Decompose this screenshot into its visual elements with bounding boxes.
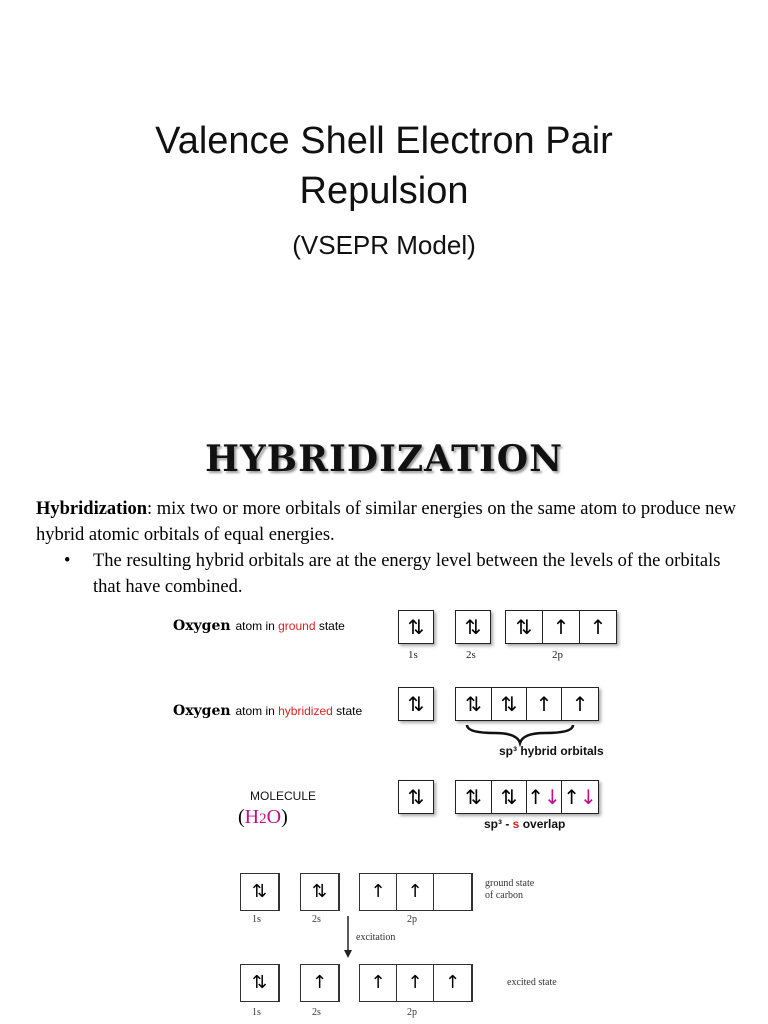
orbital-cell-overlap-1 — [527, 781, 562, 813]
orbital-cell — [434, 874, 472, 910]
arrow-up: ↑ — [527, 785, 544, 809]
orbital-cell: ↑ — [571, 692, 589, 716]
excitation-label: excitation — [356, 932, 396, 943]
orbital-box-2s — [455, 610, 491, 644]
caption-s: s — [512, 817, 520, 831]
oxygen-ground-label — [173, 618, 345, 634]
molecule-label: MOLECULE — [250, 789, 317, 803]
slide-subtitle: (VSEPR Model) — [292, 230, 476, 260]
orbital-cell: ↑ — [301, 965, 339, 1001]
hybridization-heading: HYBRIDIZATION — [204, 438, 564, 480]
sp3-caption: sp³ hybrid orbitals — [499, 744, 604, 758]
orbital-box-1s-molecule — [398, 780, 434, 814]
caption-post: overlap — [519, 817, 566, 831]
title-line-2: Repulsion — [299, 170, 469, 212]
title-line-1: Valence Shell Electron Pair — [155, 120, 613, 162]
orbital-cell: ⇅ — [407, 785, 425, 809]
state-word-ground: ground — [278, 619, 316, 633]
orbital-cell: ↑ — [397, 965, 434, 1001]
formula-o: O — [266, 806, 282, 828]
element-name: Oxygen — [173, 703, 231, 719]
orbital-cell: ⇅ — [407, 692, 425, 716]
bullet-dot-icon: • — [64, 551, 71, 571]
orbital-cell: ↑ — [543, 611, 580, 643]
carbon-excited-label-1s: 1s — [252, 1007, 261, 1018]
arrow-up: ↑ — [563, 785, 580, 809]
carbon-label-2s: 2s — [312, 914, 321, 925]
orbital-cell: ⇅ — [407, 615, 425, 639]
ground-label-line-1: ground state — [485, 878, 535, 889]
molecule-formula — [238, 806, 288, 829]
orbital-box-overlap — [455, 780, 599, 814]
hybridization-slide — [0, 420, 768, 1024]
orbital-cell: ↑ — [360, 874, 397, 910]
state-prefix: atom in — [235, 619, 279, 633]
orbital-cell: ⇅ — [456, 688, 492, 720]
carbon-label-2p: 2p — [407, 914, 417, 925]
formula-h: H — [244, 806, 260, 828]
title-slide — [0, 0, 768, 400]
definition-sep: : — [147, 499, 153, 519]
oxygen-hybrid-label — [173, 703, 362, 719]
bullet-text: The resulting hybrid orbitals are at the energy level between the levels of the orbitals that have combined. — [93, 551, 721, 597]
orbital-cell: ⇅ — [241, 874, 279, 910]
orbital-cell: ⇅ — [492, 688, 527, 720]
carbon-excited-label-2p: 2p — [407, 1007, 417, 1018]
carbon-box-2p — [359, 873, 473, 911]
carbon-excited-box-2p — [359, 964, 473, 1002]
orbital-cell: ↑ — [434, 965, 472, 1001]
orbital-cell-overlap-2 — [562, 781, 598, 813]
orbital-cell: ⇅ — [301, 874, 339, 910]
ground-state-carbon-label — [485, 878, 534, 902]
overlap-caption — [484, 817, 565, 831]
label-2p: 2p — [552, 649, 563, 661]
caption-pre: sp³ - — [484, 817, 513, 831]
excited-state-label: excited state — [507, 977, 557, 988]
label-1s: 1s — [408, 649, 418, 661]
orbital-box-1s-hybrid — [398, 687, 434, 721]
carbon-box-2s — [300, 873, 340, 911]
state-word-hybridized: hybridized — [278, 704, 333, 718]
arrow-down-magenta: ↓ — [580, 785, 597, 809]
slide-title — [0, 116, 768, 216]
carbon-label-1s: 1s — [252, 914, 261, 925]
carbon-excited-box-1s — [240, 964, 280, 1002]
orbital-cell: ⇅ — [464, 615, 482, 639]
orbital-box-sp3 — [455, 687, 599, 721]
definition-paragraph — [36, 496, 748, 548]
orbital-box-1s — [398, 610, 434, 644]
definition-text: mix two or more orbitals of similar energies on the same atom to produce new hybrid atomic orbitals of equal energies. — [36, 499, 736, 545]
orbital-cell: ⇅ — [492, 781, 527, 813]
orbital-box-2p — [505, 610, 617, 644]
orbital-cell: ⇅ — [241, 965, 279, 1001]
state-suffix: state — [332, 704, 363, 718]
state-suffix: state — [315, 619, 345, 633]
state-prefix: atom in — [235, 704, 279, 718]
paren-close: ) — [281, 806, 288, 828]
bullet-item — [64, 548, 744, 600]
arrow-down-icon — [341, 914, 355, 960]
label-2s: 2s — [466, 649, 476, 661]
carbon-box-1s — [240, 873, 280, 911]
orbital-cell: ⇅ — [456, 781, 492, 813]
paren-open: ( — [238, 806, 245, 828]
carbon-excited-box-2s — [300, 964, 340, 1002]
formula-2: 2 — [259, 811, 267, 827]
orbital-cell: ↑ — [360, 965, 397, 1001]
carbon-excited-label-2s: 2s — [312, 1007, 321, 1018]
orbital-cell: ↑ — [397, 874, 434, 910]
orbital-cell: ↑ — [527, 688, 562, 720]
definition-term: Hybridization — [36, 499, 148, 519]
orbital-cell: ↑ — [589, 615, 607, 639]
ground-label-line-2: of carbon — [485, 890, 524, 901]
element-name: Oxygen — [173, 618, 231, 634]
arrow-down-magenta: ↓ — [544, 785, 561, 809]
orbital-cell: ⇅ — [506, 611, 543, 643]
